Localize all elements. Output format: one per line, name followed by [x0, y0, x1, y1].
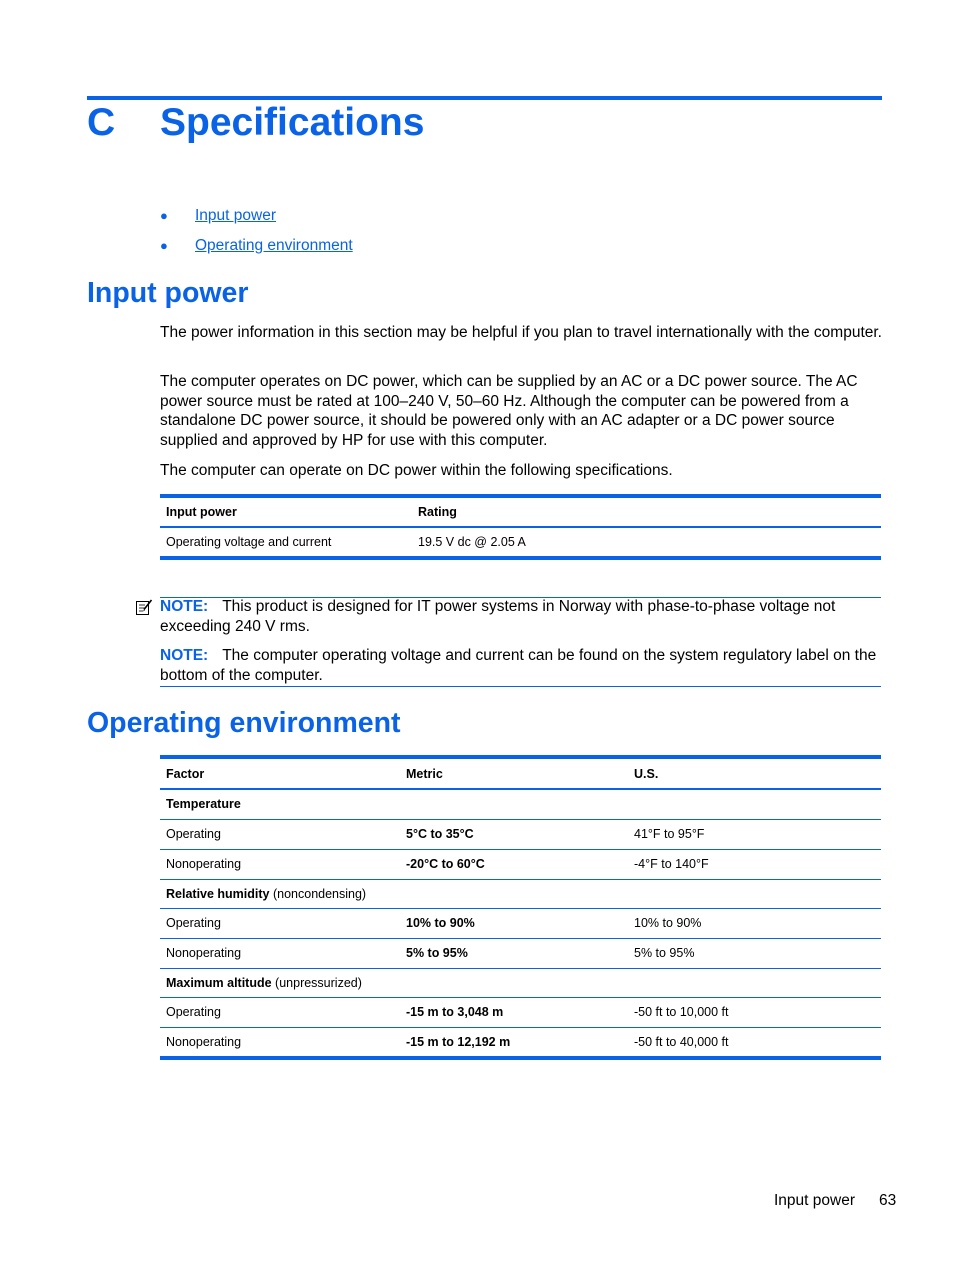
group-label [160, 879, 881, 908]
group-qualifier: (unpressurized) [271, 975, 362, 990]
paragraph: The computer can operate on DC power within the following specifications. [160, 462, 673, 479]
table-group-row [160, 968, 881, 997]
note-icon [135, 599, 153, 617]
section-heading-operating-environment: Operating environment [87, 707, 401, 739]
note-text: This product is designed for IT power systems in Norway with phase-to-phase voltage not exceeding 240 V rms. [160, 598, 836, 635]
table-cell: Nonoperating [166, 857, 242, 871]
section-toc [160, 205, 353, 265]
note-text: The computer operating voltage and current can be found on the system regulatory label on the bottom of the computer. [160, 647, 877, 684]
note-label: NOTE: [160, 647, 209, 664]
bullet-icon: ● [160, 208, 168, 223]
table-cell: 10% to 90% [406, 916, 475, 930]
chapter-letter: C [87, 101, 116, 144]
input-power-table [160, 494, 881, 560]
table-cell: 41°F to 95°F [634, 827, 705, 841]
table-row [160, 997, 881, 1027]
table-cell: -15 m to 3,048 m [406, 1005, 504, 1019]
bullet-icon: ● [160, 238, 168, 253]
note-label: NOTE: [160, 598, 209, 615]
footer-section-name: Input power [774, 1192, 855, 1209]
table-row [160, 1027, 881, 1058]
table-row [160, 527, 881, 558]
table-cell: Nonoperating [166, 946, 242, 960]
table-cell: 10% to 90% [634, 916, 702, 930]
column-header: U.S. [634, 766, 659, 781]
group-title: Temperature [166, 797, 241, 812]
table-cell: Operating [166, 827, 221, 841]
column-header: Metric [406, 766, 443, 781]
table-cell: Nonoperating [166, 1034, 242, 1049]
group-title: Relative humidity [166, 886, 270, 901]
table-cell: 5°C to 35°C [406, 827, 474, 841]
section-heading-input-power: Input power [87, 277, 249, 309]
paragraph: The computer operates on DC power, which can be supplied by an AC or a DC power source. The AC power source must be rated at 100–240 V, 50–60 Hz. Although the computer can be powered from a standalone DC power source, it should be powered only with an AC adapter or a DC power source supplied and approved by HP for use with this computer. [160, 373, 858, 449]
table-cell: Operating voltage and current [166, 535, 332, 549]
table-row [160, 938, 881, 968]
group-label [160, 968, 881, 997]
note-box [160, 597, 881, 687]
table-cell: Operating [166, 916, 221, 930]
column-header: Factor [166, 766, 205, 781]
group-qualifier: (noncondensing) [269, 886, 367, 901]
table-cell: 19.5 V dc @ 2.05 A [418, 535, 526, 549]
note [160, 597, 881, 636]
column-header: Input power [166, 505, 237, 519]
table-row [160, 819, 881, 849]
table-cell: -50 ft to 10,000 ft [634, 1005, 729, 1019]
table-row [160, 908, 881, 938]
group-label [160, 789, 881, 819]
table-cell: -20°C to 60°C [406, 857, 485, 871]
toc-item-operating-environment [160, 235, 353, 265]
table-cell: -15 m to 12,192 m [406, 1034, 511, 1049]
page-number: 63 [879, 1192, 897, 1209]
operating-environment-table [160, 755, 881, 1060]
table-header-row [160, 496, 881, 527]
table-cell: -50 ft to 40,000 ft [634, 1034, 729, 1049]
page-title: Specifications [160, 101, 425, 144]
group-title: Maximum altitude [166, 975, 272, 990]
table-header-row [160, 757, 881, 789]
table-group-row [160, 789, 881, 819]
table-cell: Operating [166, 1005, 221, 1019]
table-group-row [160, 879, 881, 908]
toc-item-input-power [160, 205, 353, 235]
table-cell: 5% to 95% [634, 946, 695, 960]
note [160, 646, 881, 685]
paragraph: The power information in this section may be helpful if you plan to travel internationally with the computer. [160, 324, 882, 341]
toc-link-operating-environment[interactable]: Operating environment [195, 237, 353, 254]
table-cell: 5% to 95% [406, 946, 468, 960]
column-header: Rating [418, 505, 457, 519]
toc-link-input-power[interactable]: Input power [195, 207, 276, 224]
table-row [160, 849, 881, 879]
table-cell: -4°F to 140°F [634, 857, 709, 871]
